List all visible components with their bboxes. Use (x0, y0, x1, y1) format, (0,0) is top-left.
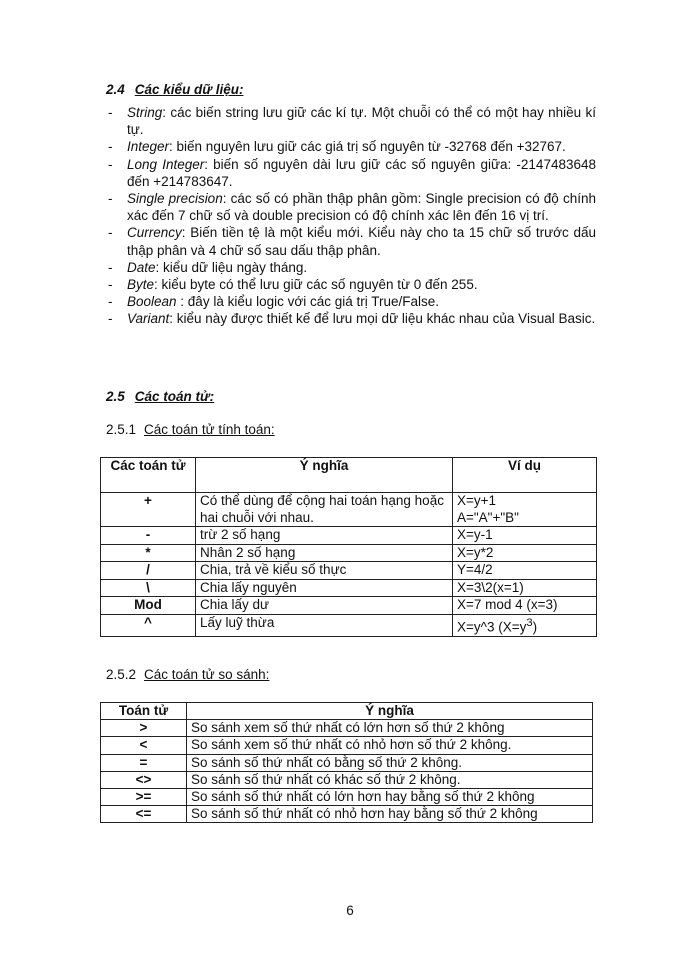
description: : đây là kiểu logic với các giá trị True/False. (176, 294, 440, 310)
term: Long Integer (127, 156, 205, 172)
operator-cell: >= (101, 789, 187, 806)
meaning-cell: So sánh xem số thứ nhất có nhỏ hơn số thứ 2 không. (187, 737, 593, 754)
column-header: Toán tử (101, 703, 187, 720)
table-row (101, 614, 597, 636)
meaning-cell: So sánh số thứ nhất có bằng số thứ 2 không. (187, 754, 593, 771)
term: String (127, 105, 163, 120)
example-cell: X=y*2 (453, 544, 597, 562)
description: : kiểu này được thiết kế để lưu mọi dữ liệu khác nhau của Visual Basic. (169, 311, 596, 327)
description: : kiểu dữ liệu ngày tháng. (155, 259, 308, 275)
operator-cell: / (101, 562, 196, 580)
list-item (106, 190, 596, 224)
arithmetic-operators-table (100, 457, 597, 637)
table-row (101, 754, 593, 771)
operator-cell: + (101, 493, 196, 527)
term: Single precision (127, 191, 223, 207)
table-row (101, 737, 593, 754)
subsection-number: 2.5.2 (106, 667, 137, 682)
term: Boolean (127, 294, 177, 310)
column-header: Các toán tử (101, 458, 196, 493)
data-types-list (106, 104, 596, 328)
meaning-cell: Có thể dùng để cộng hai toán hạng hoặc hai chuỗi với nhau. (196, 493, 453, 527)
list-item (106, 259, 596, 276)
operator-cell: > (101, 720, 187, 737)
example-cell (453, 493, 597, 527)
subsection-title: Các toán tử so sánh: (144, 667, 270, 682)
term: Integer (127, 139, 170, 155)
term: Variant (127, 311, 170, 327)
term: Date (127, 259, 156, 275)
meaning-cell: Chia lấy nguyên (196, 579, 453, 597)
section-heading-2-5 (106, 389, 214, 404)
term: Byte (127, 277, 155, 293)
description: : kiểu byte có thể lưu giữ các số nguyên từ 0 đến 255. (154, 277, 478, 293)
list-item (106, 138, 596, 155)
operator-cell: Mod (101, 597, 196, 615)
description: : biến số nguyên dài lưu giữ các số nguyên giữa: -2147483648 đến +214783647. (127, 156, 596, 189)
list-item (106, 310, 596, 327)
section-heading-2-4 (106, 82, 243, 97)
example-text: X=y^3 (X=y (457, 619, 527, 634)
exponent: 3 (526, 616, 533, 629)
section-number: 2.5 (106, 389, 125, 404)
subsection-heading-2-5-1 (106, 422, 275, 437)
table-row (101, 493, 597, 527)
operator-cell: * (101, 544, 196, 562)
example-cell (453, 614, 597, 636)
section-title: Các toán tử: (134, 389, 215, 404)
example-cell: X=7 mod 4 (x=3) (453, 597, 597, 615)
list-item (106, 293, 596, 310)
table-row (101, 789, 593, 806)
operator-cell: <= (101, 806, 187, 823)
table-row (101, 527, 597, 545)
page-number: 6 (346, 903, 354, 918)
meaning-cell: Chia, trả về kiểu số thực (196, 562, 453, 580)
comparison-operators-table (100, 702, 593, 823)
description: : Biến tiền tệ là một kiểu mới. Kiểu này cho ta 15 chữ số trước dấu thập phân và 4 chữ số sau dấu thập phân. (127, 225, 596, 258)
table-header-row (101, 458, 597, 493)
section-title: Các kiểu dữ liệu: (134, 82, 244, 97)
operator-cell: = (101, 754, 187, 771)
operator-cell: ^ (101, 614, 196, 636)
table-row (101, 562, 597, 580)
example-cell: X=3\2(x=1) (453, 579, 597, 597)
column-header: Ý nghĩa (196, 458, 453, 493)
column-header: Ví dụ (453, 458, 597, 493)
table-row (101, 544, 597, 562)
meaning-cell: So sánh số thứ nhất có lớn hơn hay bằng số thứ 2 không (187, 789, 593, 806)
term: Currency (127, 225, 182, 241)
example-cell: Y=4/2 (453, 562, 597, 580)
example-cell: X=y-1 (453, 527, 597, 545)
table-row (101, 597, 597, 615)
meaning-cell: So sánh xem số thứ nhất có lớn hơn số thứ 2 không (187, 720, 593, 737)
subsection-title: Các toán tử tính toán: (144, 422, 275, 437)
meaning-cell: So sánh số thứ nhất có khác số thứ 2 không. (187, 771, 593, 788)
list-item (106, 104, 596, 138)
meaning-cell: Chia lấy dư (196, 597, 453, 615)
meaning-cell: So sánh số thứ nhất có nhỏ hơn hay bằng số thứ 2 không (187, 806, 593, 823)
example-text-end: ) (532, 619, 538, 634)
example-line: X=y+1 (457, 493, 497, 508)
list-item (106, 224, 596, 258)
list-item (106, 156, 596, 190)
description: : biến nguyên lưu giữ các giá trị số nguyên từ -32768 đến +32767. (169, 139, 566, 155)
subsection-heading-2-5-2 (106, 667, 269, 682)
table-header-row (101, 703, 593, 720)
operator-cell: - (101, 527, 196, 545)
table-row (101, 771, 593, 788)
description: : các số có phần thập phân gồm: Single precision có độ chính xác đến 7 chữ số và double precision có độ chính xác lên đến 16 vị trí. (127, 191, 596, 224)
column-header: Ý nghĩa (187, 703, 593, 720)
subsection-number: 2.5.1 (106, 422, 137, 437)
example-line: A="A"+"B" (457, 509, 519, 525)
table-row (101, 806, 593, 823)
meaning-cell: Lấy luỹ thừa (196, 614, 453, 636)
description: : các biến string lưu giữ các kí tự. Một chuỗi có thể có một hay nhiều kí tự. (127, 105, 596, 138)
operator-cell: \ (101, 579, 196, 597)
meaning-cell: Nhân 2 số hạng (196, 544, 453, 562)
section-number: 2.4 (106, 82, 125, 97)
operator-cell: < (101, 737, 187, 754)
table-row (101, 579, 597, 597)
list-item (106, 276, 596, 293)
meaning-cell: trừ 2 số hạng (196, 527, 453, 545)
operator-cell: <> (101, 771, 187, 788)
table-row (101, 720, 593, 737)
